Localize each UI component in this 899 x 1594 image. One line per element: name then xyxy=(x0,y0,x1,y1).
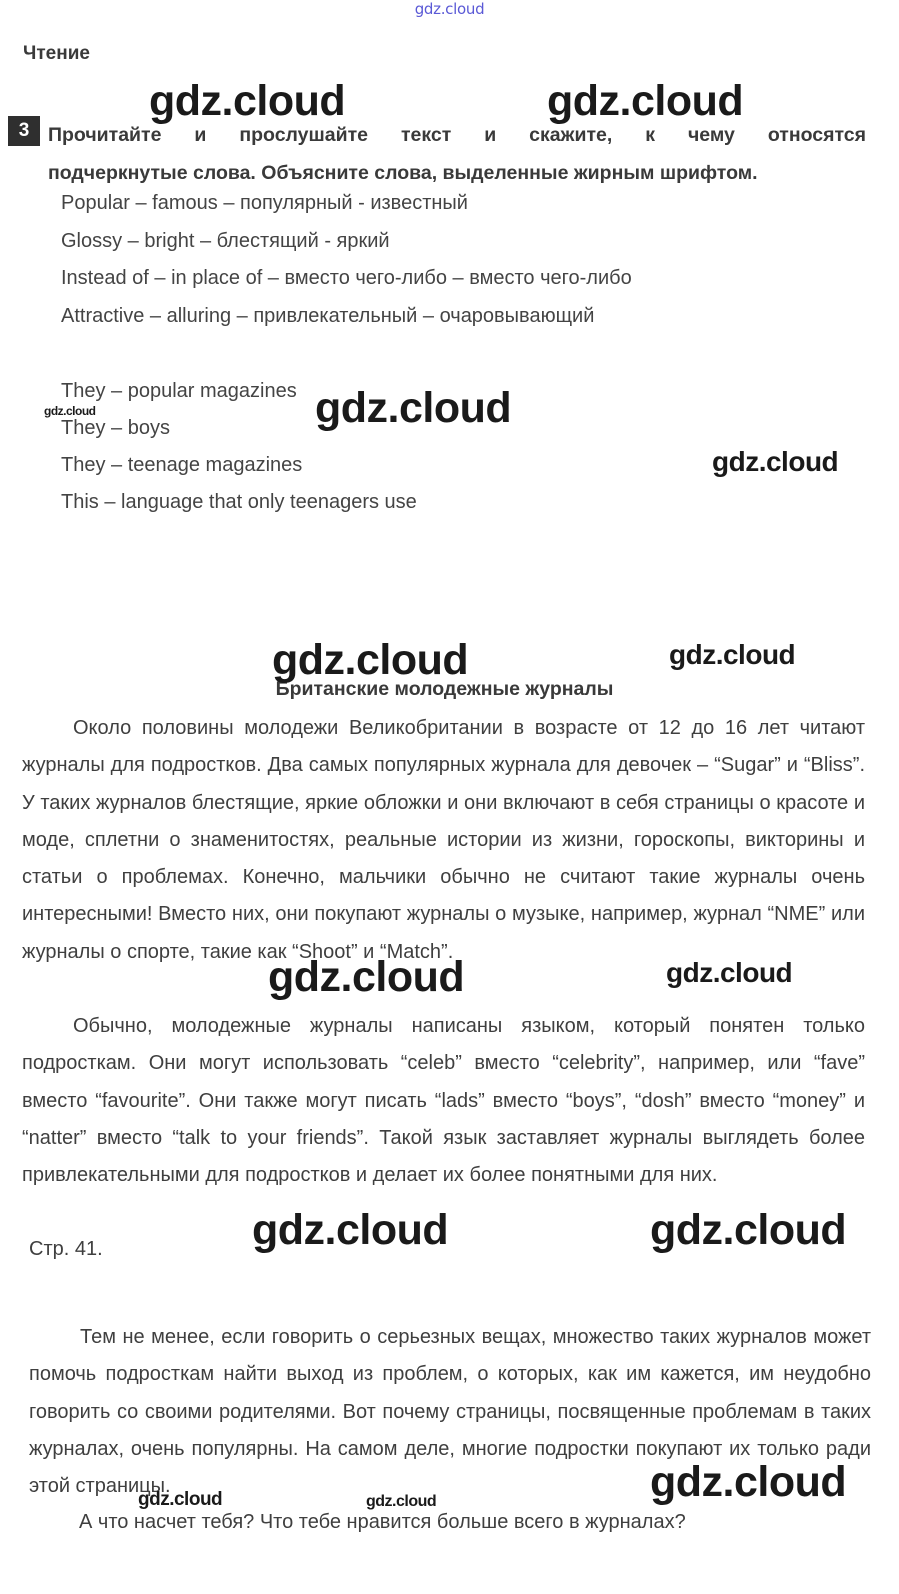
reference-item: They – boys xyxy=(61,417,170,439)
watermark: gdz.cloud xyxy=(272,636,469,684)
watermark: gdz.cloud xyxy=(547,77,744,125)
watermark: gdz.cloud xyxy=(149,77,346,125)
exercise-number-badge: 3 xyxy=(8,116,40,146)
watermark: gdz.cloud xyxy=(252,1206,449,1254)
site-watermark-top: gdz.cloud xyxy=(414,0,485,18)
watermark: gdz.cloud xyxy=(666,957,793,988)
reference-item: They – teenage magazines xyxy=(61,454,303,476)
closing-question: А что насчет тебя? Что тебе нравится больше всего в журналах? xyxy=(79,1511,686,1533)
vocab-item: Glossy – bright – блестящий - яркий xyxy=(61,230,390,252)
instruction-line-1: Прочитайте и прослушайте текст и скажите, к чему относятся xyxy=(48,124,866,146)
vocab-item: Attractive – alluring – привлекательный – очаровывающий xyxy=(61,305,595,327)
reference-item: This – language that only teenagers use xyxy=(61,491,417,513)
exercise-instruction xyxy=(48,116,866,192)
instruction-line-2: подчеркнутые слова. Объясните слова, выделенные жирным шрифтом. xyxy=(48,162,758,184)
article-paragraph-3: Тем не менее, если говорить о серьезных вещах, множество таких журналов может помочь подросткам найти выход из проблем, о которых, как им кажется, им неудобно говорить со своими родителями. Вот почему страницы, посвященные проблемам в таких журналах, очень популярны. На самом деле, многие подростки покупают их только ради этой страницы. xyxy=(29,1326,871,1498)
reference-item: They – popular magazines xyxy=(61,380,297,402)
page-reference: Стр. 41. xyxy=(29,1238,103,1260)
article-title: Британские молодежные журналы xyxy=(275,678,614,700)
article-paragraph-1: Около половины молодежи Великобритании в возрасте от 12 до 16 лет читают журналы для подростков. Два самых популярных журнала для девочек – “Sugar” и “Bliss”. У таких журналов блестящие, яркие обложки и они включают в себя страницы о красоте и моде, сплетни о знаменитостях, реальные истории из жизни, гороскопы, викторины и статьи о проблемах. Конечно, мальчики обычно не считают такие журналы очень интересными! Вместо них, они покупают журналы о музыке, например, журнал “NME” или журналы о спорте, такие как “Shoot” и “Match”. xyxy=(22,717,865,963)
vocab-item: Popular – famous – популярный - известный xyxy=(61,192,468,214)
article-paragraph-2: Обычно, молодежные журналы написаны языком, который понятен только подросткам. Они могут использовать “celeb” вместо “celebrity”, например, или “fave” вместо “favourite”. Они также могут писать “lads” вместо “boys”, “dosh” вместо “money” и “natter” вместо “talk to your friends”. Такой язык заставляет журналы выглядеть более привлекательными для подростков и делает их более понятными для них. xyxy=(22,1015,865,1187)
section-title: Чтение xyxy=(23,43,90,64)
watermark: gdz.cloud xyxy=(650,1206,847,1254)
watermark: gdz.cloud xyxy=(268,953,465,1001)
watermark: gdz.cloud xyxy=(44,404,96,418)
watermark: gdz.cloud xyxy=(366,1493,437,1510)
watermark: gdz.cloud xyxy=(315,384,512,432)
watermark: gdz.cloud xyxy=(669,639,796,670)
watermark: gdz.cloud xyxy=(138,1489,223,1510)
vocab-item: Instead of – in place of – вместо чего-либо – вместо чего-либо xyxy=(61,267,632,289)
watermark: gdz.cloud xyxy=(650,1458,847,1506)
watermark: gdz.cloud xyxy=(712,446,839,477)
